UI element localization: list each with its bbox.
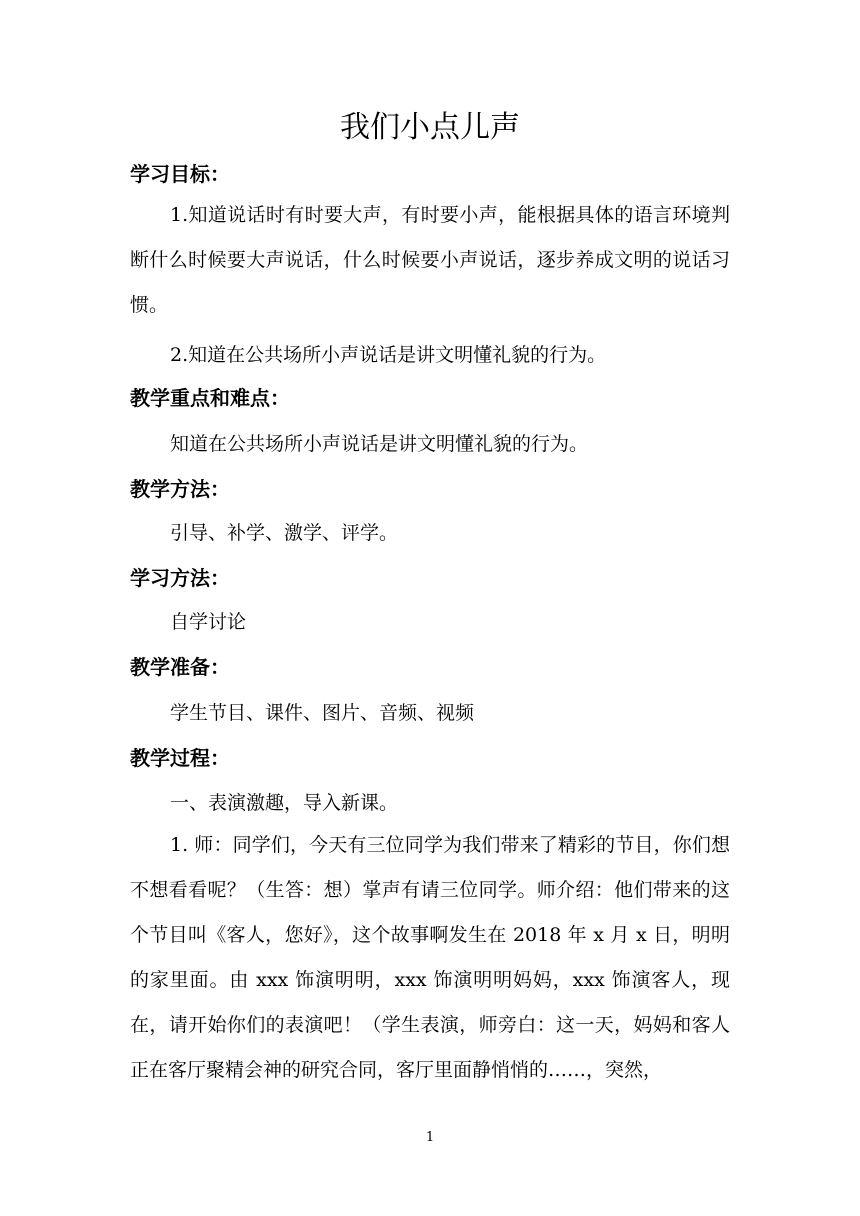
document-title: 我们小点儿声 <box>340 110 520 145</box>
page-number: 1 <box>425 1130 435 1145</box>
learning-method-heading: 学习方法： <box>130 566 230 590</box>
teaching-method-text: 引导、补学、激学、评学。 <box>170 522 399 544</box>
preparation-text: 学生节目、课件、图片、音频、视频 <box>170 702 475 724</box>
preparation-heading: 教学准备： <box>130 655 230 679</box>
process-step-1: 一、表演激趣，导入新课。 <box>170 792 399 814</box>
goal-2-paragraph: 2.知道在公共场所小声说话是讲文明懂礼貌的行为。 <box>170 344 607 366</box>
process-paragraph-1: 1. 师：同学们，今天有三位同学为我们带来了精彩的节目，你们想不想看看呢？（生答：想）掌声有请三位同学。师介绍：他们带来的这个节目叫《客人，您好》，这个故事啊发生在 2018 年 x 月 x 日，明明的家里面。由 xxx 饰演明明，xxx 饰演明明妈妈，xxx 饰演客人，现在，请开始你们的表演吧！（学生表演，师旁白：这一天，妈妈和客人正在客厅聚精会神的研究合同，客厅里面静悄悄的……，突然， <box>130 834 730 1081</box>
learning-method-text: 自学讨论 <box>170 611 247 633</box>
goal-1-paragraph: 1.知道说话时有时要大声，有时要小声，能根据具体的语言环境判断什么时候要大声说话，什么时候要小声说话，逐步养成文明的说话习惯。 <box>130 204 730 316</box>
teaching-method-heading: 教学方法： <box>130 477 230 501</box>
process-heading: 教学过程： <box>130 746 230 770</box>
key-points-text: 知道在公共场所小声说话是讲文明懂礼貌的行为。 <box>170 433 589 455</box>
key-points-heading: 教学重点和难点： <box>130 386 290 410</box>
goals-heading: 学习目标： <box>130 162 230 186</box>
